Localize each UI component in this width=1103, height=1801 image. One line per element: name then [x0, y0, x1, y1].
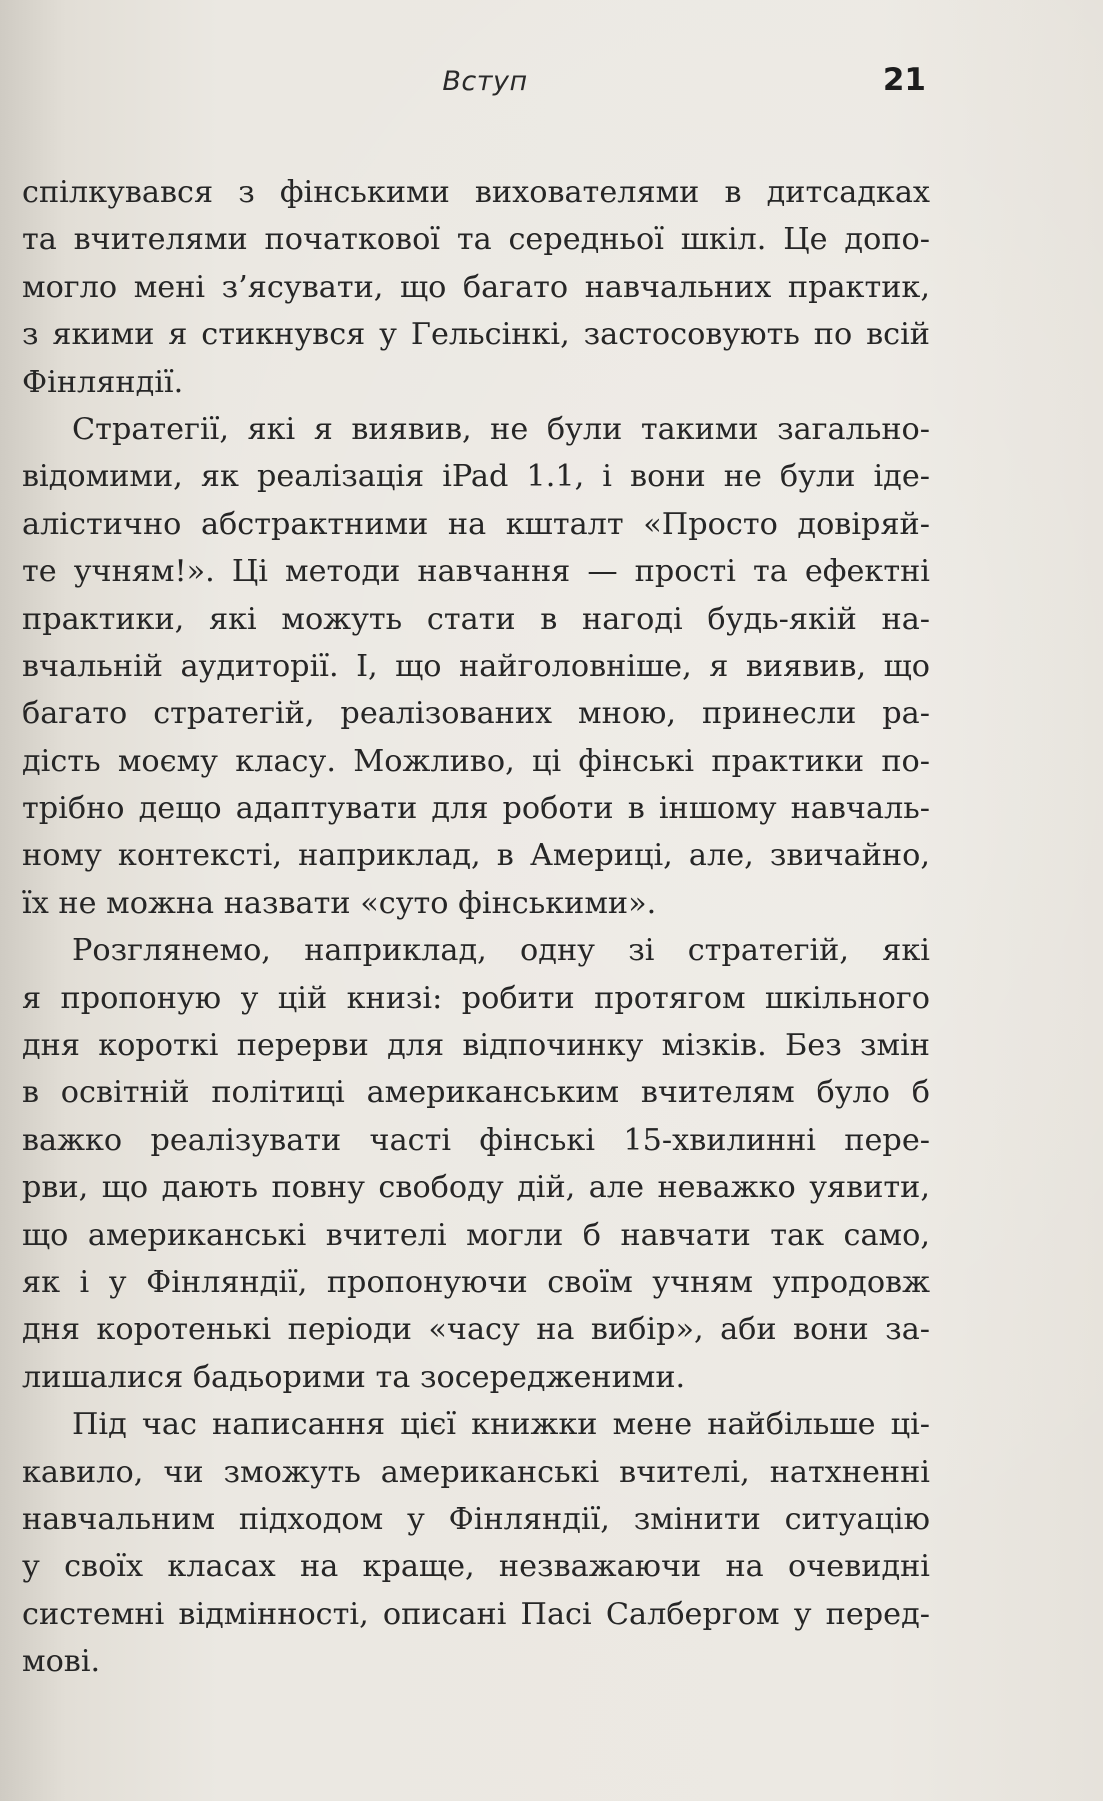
text-line: практики, які можуть стати в нагоді будь-якій на- — [22, 601, 930, 637]
text-line: Під час написання цієї книжки мене найбільше ці- — [72, 1407, 930, 1443]
paragraph-1 — [22, 169, 930, 406]
text-line: мові. — [22, 1644, 101, 1680]
text-line: Стратегії, які я виявив, не були такими загально- — [72, 411, 930, 447]
text-line: трібно дещо адаптувати для роботи в іншому навчаль- — [22, 791, 930, 827]
text-line: спілкувався з фінськими вихователями в дитсадках — [22, 175, 930, 210]
text-line: могло мені з’ясувати, що багато навчальних практик, — [22, 269, 930, 305]
text-line: та вчителями початкової та середньої шкіл. Це допо- — [22, 222, 930, 258]
text-line: Розглянемо, наприклад, одну зі стратегій, які — [72, 933, 930, 969]
text-line: системні відмінності, описані Пасі Салбергом у перед- — [22, 1596, 930, 1632]
text-line: дість моєму класу. Можливо, ці фінські практики по- — [22, 743, 930, 779]
text-line: кавило, чи зможуть американські вчителі, натхненні — [22, 1454, 930, 1490]
text-line: що американські вчителі могли б навчати так само, — [22, 1217, 930, 1253]
text-line: Фінляндії. — [22, 364, 184, 400]
text-line: як і у Фінляндії, пропонуючи своїм учням упродовж — [22, 1264, 930, 1300]
text-line: у своїх класах на краще, незважаючи на очевидні — [22, 1549, 930, 1585]
text-line: вчальній аудиторії. І, що найголовніше, я виявив, що — [22, 648, 930, 684]
text-line: дня коротенькі періоди «часу на вибір», аби вони за- — [22, 1312, 930, 1348]
text-line: їх не можна назвати «суто фінськими». — [22, 885, 657, 921]
paragraph-4 — [22, 1401, 930, 1685]
paragraph-2 — [22, 406, 930, 927]
text-line: ному контексті, наприклад, в Америці, але, звичайно, — [22, 838, 930, 874]
running-title: Вступ — [442, 66, 528, 97]
text-line: алістично абстрактними на кшталт «Просто довіряй- — [22, 506, 930, 542]
text-line: те учням!». Ці методи навчання — прості та ефектні — [22, 554, 930, 590]
text-line: лишалися бадьорими та зосередженими. — [22, 1359, 686, 1395]
text-line: відомими, як реалізація iPad 1.1, і вони не були іде- — [22, 459, 930, 495]
text-line: навчальним підходом у Фінляндії, змінити ситуацію — [22, 1501, 930, 1537]
text-line: важко реалізувати часті фінські 15-хвилинні пере- — [22, 1122, 930, 1158]
page-number: 21 — [882, 62, 926, 98]
text-line: дня короткі перерви для відпочинку мізків. Без змін — [22, 1028, 930, 1064]
paragraph-3 — [22, 927, 930, 1401]
running-head — [0, 62, 1103, 106]
body-text — [22, 169, 930, 1686]
text-line: з якими я стикнувся у Гельсінкі, застосовують по всій — [22, 317, 930, 353]
text-line: багато стратегій, реалізованих мною, принесли ра- — [22, 696, 930, 732]
text-line: я пропоную у цій книзі: робити протягом шкільного — [22, 980, 930, 1016]
text-line: рви, що дають повну свободу дій, але неважко уявити, — [22, 1170, 930, 1206]
text-line: в освітній політиці американським вчителям було б — [22, 1075, 930, 1111]
